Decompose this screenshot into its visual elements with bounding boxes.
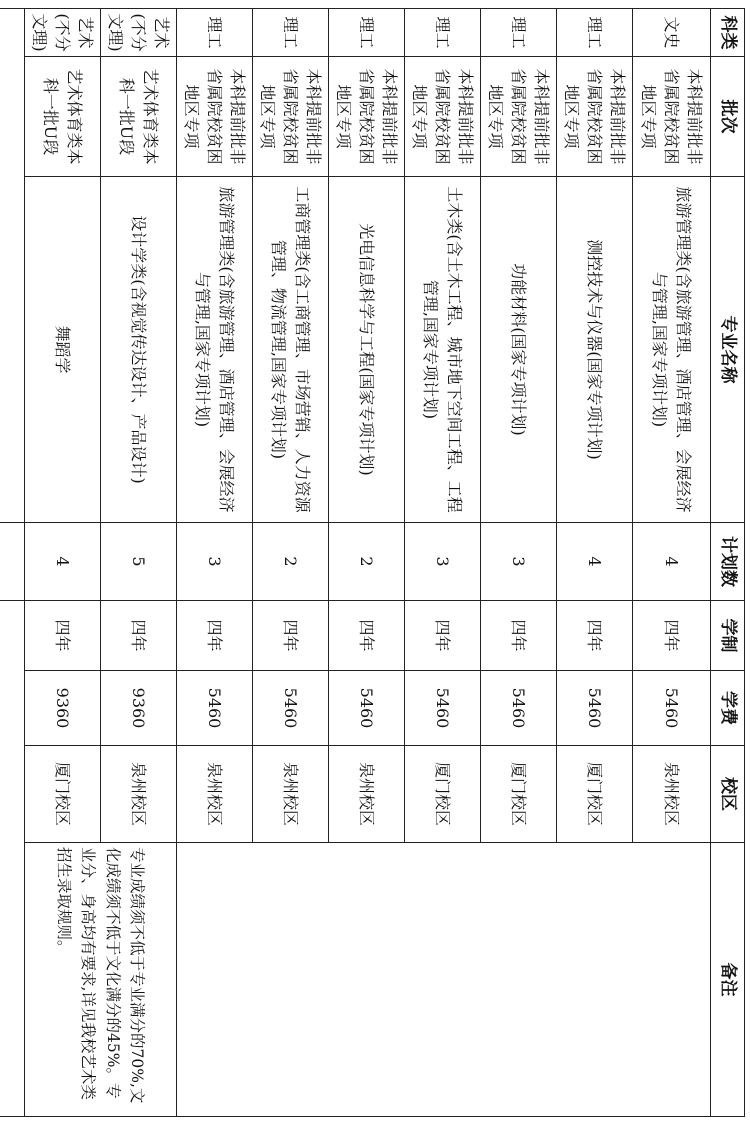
cell-subject: 理工 [253,9,329,57]
cell-tuition: 9360 [101,671,177,746]
header-batch: 批次 [711,57,745,177]
cell-campus: 泉州校区 [101,746,177,843]
cell-plan: 4 [557,523,633,601]
cell-tuition: 5460 [405,671,481,746]
cell-major: 功能材料(国家专项计划) [481,177,557,523]
cell-major: 舞蹈学 [25,177,101,523]
header-duration: 学制 [711,601,745,671]
cell-campus: 厦门校区 [25,746,101,843]
cell-major: 测控技术与仪器(国家专项计划) [557,177,633,523]
total-row [0,9,25,1117]
cell-duration: 四年 [101,601,177,671]
cell-batch: 本科提前批非省属院校贫困地区专项 [253,57,329,177]
cell-plan: 2 [253,523,329,601]
cell-major: 设计学类(含视觉传达设计、产品设计) [101,177,177,523]
cell-batch: 本科提前批非省属院校贫困地区专项 [405,57,481,177]
table-row [633,9,711,1117]
cell-major: 工商管理类(含工商管理、市场营销、人力资源管理、物流管理,国家专项计划) [253,177,329,523]
cell-subject: 艺术(不分文理) [101,9,177,57]
header-row [711,9,745,1117]
cell-campus: 厦门校区 [481,746,557,843]
cell-tuition: 5460 [481,671,557,746]
cell-plan: 3 [177,523,253,601]
cell-tuition: 9360 [25,671,101,746]
cell-campus: 厦门校区 [405,746,481,843]
cell-duration: 四年 [405,601,481,671]
total-value [0,523,25,601]
cell-subject: 艺术(不分文理) [25,9,101,57]
cell-duration: 四年 [557,601,633,671]
cell-campus: 厦门校区 [557,746,633,843]
cell-duration: 四年 [253,601,329,671]
cell-major: 土木类(含土木工程、城市地下空间工程、工程管理,国家专项计划) [405,177,481,523]
cell-campus: 泉州校区 [633,746,711,843]
cell-plan: 3 [405,523,481,601]
admission-plan-table [0,8,745,1117]
cell-subject: 理工 [177,9,253,57]
cell-remark-art: 专业成绩须不低于专业满分的70%,文化成绩须不低于文化满分的45%。专业分、身高均有要求,详见我校艺术类招生录取规则。 [25,843,177,1117]
cell-subject: 理工 [405,9,481,57]
header-campus: 校区 [711,746,745,843]
cell-subject: 文史 [633,9,711,57]
cell-duration: 四年 [633,601,711,671]
cell-plan: 3 [481,523,557,601]
cell-campus: 泉州校区 [253,746,329,843]
cell-subject: 理工 [557,9,633,57]
cell-campus: 泉州校区 [177,746,253,843]
cell-plan: 2 [329,523,405,601]
cell-major: 旅游管理类(含旅游管理、酒店管理、会展经济与管理,国家专项计划) [177,177,253,523]
cell-tuition: 5460 [253,671,329,746]
cell-remark-empty [177,843,711,1117]
cell-batch: 本科提前批非省属院校贫困地区专项 [557,57,633,177]
cell-duration: 四年 [481,601,557,671]
cell-tuition: 5460 [329,671,405,746]
cell-duration: 四年 [329,601,405,671]
cell-subject: 理工 [329,9,405,57]
cell-subject: 理工 [481,9,557,57]
cell-duration: 四年 [177,601,253,671]
header-subject: 科类 [711,9,745,57]
header-major: 专业名称 [711,177,745,523]
cell-duration: 四年 [25,601,101,671]
cell-plan: 5 [101,523,177,601]
cell-campus: 泉州校区 [329,746,405,843]
cell-major: 旅游管理类(含旅游管理、酒店管理、会展经济与管理,国家专项计划) [633,177,711,523]
cell-batch: 艺术体育类本科一批U段 [25,57,101,177]
cell-plan: 4 [25,523,101,601]
cell-tuition: 5460 [177,671,253,746]
cell-tuition: 5460 [633,671,711,746]
cell-batch: 本科提前批非省属院校贫困地区专项 [633,57,711,177]
cell-plan: 4 [633,523,711,601]
header-remark: 备注 [711,843,745,1117]
header-plan: 计划数 [711,523,745,601]
cell-batch: 艺术体育类本科一批U段 [101,57,177,177]
cell-batch: 本科提前批非省属院校贫困地区专项 [177,57,253,177]
cell-batch: 本科提前批非省属院校贫困地区专项 [329,57,405,177]
header-tuition: 学费 [711,671,745,746]
cell-batch: 本科提前批非省属院校贫困地区专项 [481,57,557,177]
cell-major: 光电信息科学与工程(国家专项计划) [329,177,405,523]
total-empty [0,601,25,1117]
table-row [101,9,177,1117]
cell-tuition: 5460 [557,671,633,746]
total-label [0,9,25,523]
